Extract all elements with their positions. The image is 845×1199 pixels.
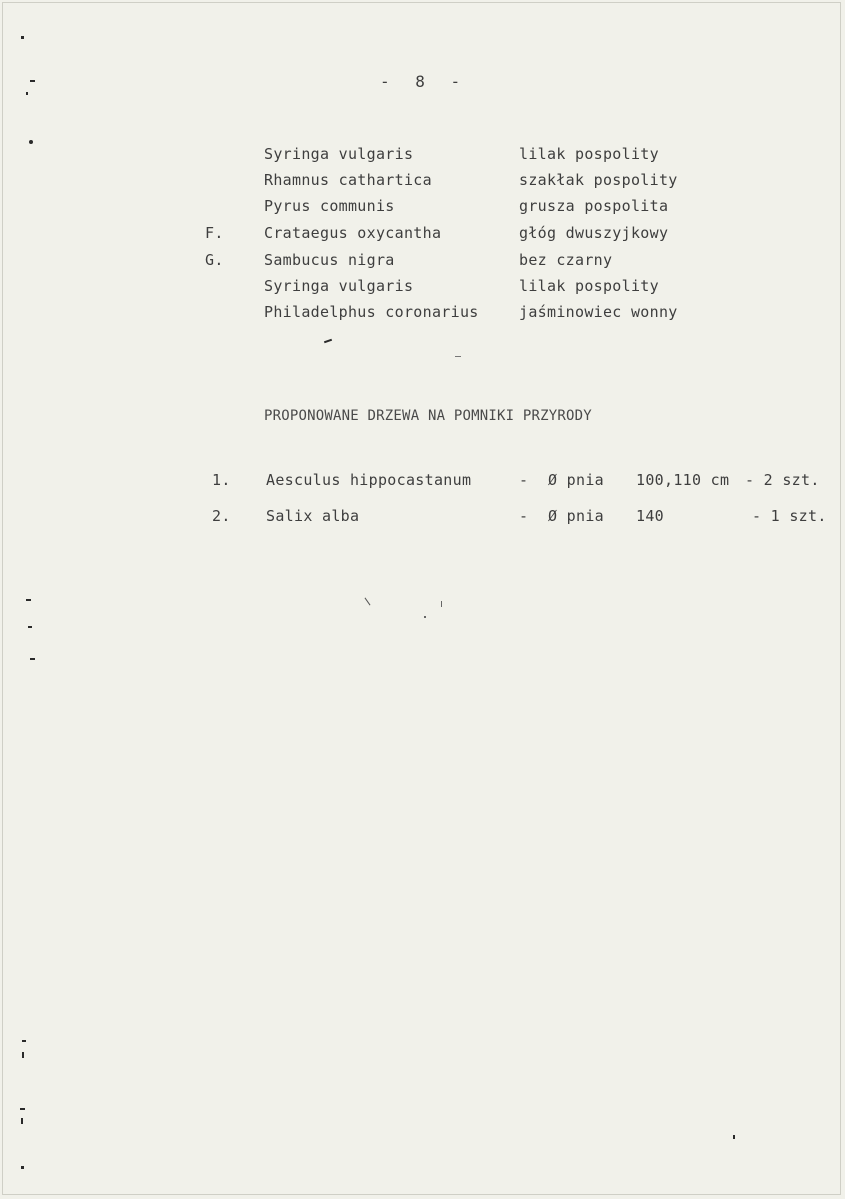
trunk-diameter-value: 140 <box>636 507 664 525</box>
tree-number: 1. <box>212 471 231 489</box>
scan-speck <box>22 1040 26 1042</box>
row-marker: F. <box>205 224 224 242</box>
polish-name: bez czarny <box>519 251 613 269</box>
trunk-diameter-label: Ø pnia <box>548 471 604 489</box>
trunk-diameter-value: 100,110 cm <box>636 471 730 489</box>
latin-name: Rhamnus cathartica <box>264 171 432 189</box>
scan-speck <box>30 80 35 82</box>
latin-name: Syringa vulgaris <box>264 145 414 163</box>
page-number: - 8 - <box>380 72 469 91</box>
latin-name: Philadelphus coronarius <box>264 303 479 321</box>
section-heading: PROPONOWANE DRZEWA NA POMNIKI PRZYRODY <box>264 408 592 424</box>
scan-speck <box>455 356 461 357</box>
scan-speck <box>733 1135 735 1139</box>
polish-name: lilak pospolity <box>519 145 659 163</box>
tree-name: Aesculus hippocastanum <box>266 471 472 489</box>
polish-name: szakłak pospolity <box>519 171 678 189</box>
scan-speck <box>29 140 33 144</box>
scan-speck <box>441 601 442 607</box>
trunk-diameter-label: Ø pnia <box>548 507 604 525</box>
polish-name: głóg dwuszyjkowy <box>519 224 669 242</box>
scan-speck <box>20 1108 25 1110</box>
polish-name: grusza pospolita <box>519 197 669 215</box>
scan-speck <box>26 599 31 601</box>
tree-dash: - <box>519 471 529 489</box>
scan-speck <box>21 1166 24 1169</box>
tree-number: 2. <box>212 507 231 525</box>
tree-count: - 2 szt. <box>745 471 820 489</box>
row-marker: G. <box>205 251 224 269</box>
scan-speck <box>22 1052 24 1058</box>
latin-name: Syringa vulgaris <box>264 277 414 295</box>
scan-speck <box>21 36 24 39</box>
scan-speck <box>30 658 35 660</box>
polish-name: lilak pospolity <box>519 277 659 295</box>
latin-name: Pyrus communis <box>264 197 395 215</box>
scan-speck <box>424 616 426 618</box>
latin-name: Crataegus oxycantha <box>264 224 442 242</box>
scan-speck <box>21 1118 23 1124</box>
tree-name: Salix alba <box>266 507 360 525</box>
polish-name: jaśminowiec wonny <box>519 303 678 321</box>
latin-name: Sambucus nigra <box>264 251 395 269</box>
scan-speck <box>26 92 28 95</box>
tree-count: - 1 szt. <box>752 507 827 525</box>
tree-dash: - <box>519 507 529 525</box>
scan-speck <box>28 626 32 628</box>
